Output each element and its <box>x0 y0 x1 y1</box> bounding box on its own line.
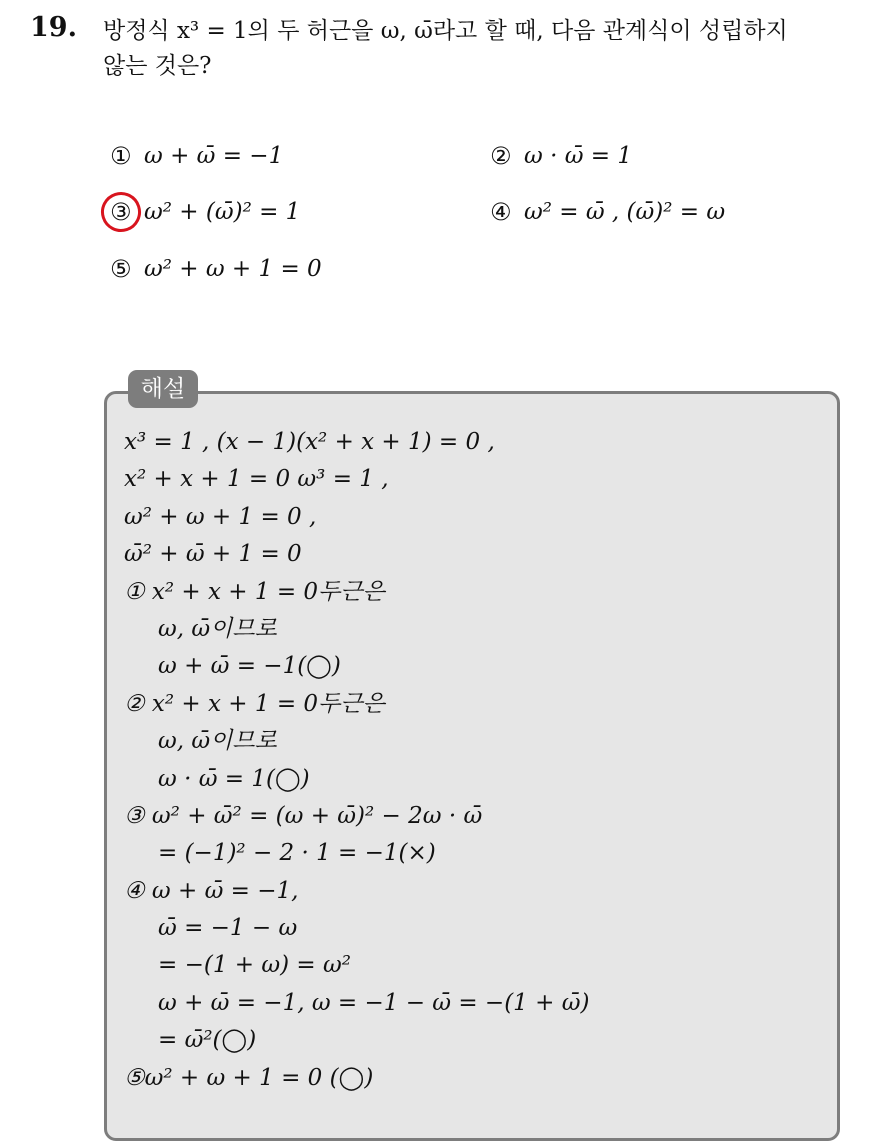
solution-line: ω̄² + ω̄ + 1 = 0 <box>124 541 302 568</box>
solution-line: ④ ω + ω̄ = −1, <box>124 877 299 904</box>
solution-line: ω, ω̄이므로 <box>158 728 277 755</box>
choice-text: ω² = ω̄ , (ω̄)² = ω <box>524 199 726 225</box>
solution-line: = (−1)² − 2 · 1 = −1(×) <box>158 840 436 867</box>
question-stem-line1: 방정식 x³ = 1의 두 허근을 ω, ω̄라고 할 때, 다음 관계식이 성립하지 <box>103 18 788 44</box>
choice-text: ω² + ω + 1 = 0 <box>144 256 322 282</box>
choice-marker: ④ <box>490 198 512 226</box>
choice-4[interactable] <box>490 198 725 226</box>
choice-text: ω · ω̄ = 1 <box>524 143 632 169</box>
question-stem-line2: 않는 것은? <box>103 53 212 79</box>
choice-1[interactable] <box>110 142 283 170</box>
solution-body <box>124 424 589 1097</box>
solution-line: ③ ω² + ω̄² = (ω + ω̄)² − 2ω · ω̄ <box>124 802 483 829</box>
solution-line: ω̄ = −1 − ω <box>158 915 298 942</box>
solution-line: ω + ω̄ = −1(◯) <box>158 653 341 680</box>
solution-line: = −(1 + ω) = ω² <box>158 952 351 979</box>
choice-text: ω² + (ω̄)² = 1 <box>144 199 301 225</box>
solution-line: ω, ω̄이므로 <box>158 615 277 642</box>
choice-marker: ① <box>110 142 132 170</box>
choice-text: ω + ω̄ = −1 <box>144 143 284 169</box>
question-stem <box>103 14 873 84</box>
choice-marker: ③ <box>110 198 132 226</box>
solution-line: x² + x + 1 = 0 ω³ = 1 , <box>124 466 389 493</box>
choice-5[interactable] <box>110 255 322 283</box>
solution-line: ① x² + x + 1 = 0두근은 <box>124 578 385 605</box>
solution-line: ω · ω̄ = 1(◯) <box>158 765 310 792</box>
answer-circle-mark <box>96 187 146 237</box>
choice-marker: ② <box>490 142 512 170</box>
solution-line: ω + ω̄ = −1, ω = −1 − ω̄ = −(1 + ω̄) <box>158 989 590 1016</box>
solution-line: = ω̄²(◯) <box>158 1027 257 1054</box>
solution-line: ② x² + x + 1 = 0두근은 <box>124 690 385 717</box>
solution-line: ω² + ω + 1 = 0 , <box>124 503 317 530</box>
choice-marker: ⑤ <box>110 255 132 283</box>
solution-line: ⑤ω² + ω + 1 = 0 (◯) <box>124 1064 374 1091</box>
solution-line: x³ = 1 , (x − 1)(x² + x + 1) = 0 , <box>124 429 495 455</box>
choice-2[interactable] <box>490 142 632 170</box>
question-number: 19. <box>30 12 77 43</box>
solution-tag: 해설 <box>128 370 198 408</box>
